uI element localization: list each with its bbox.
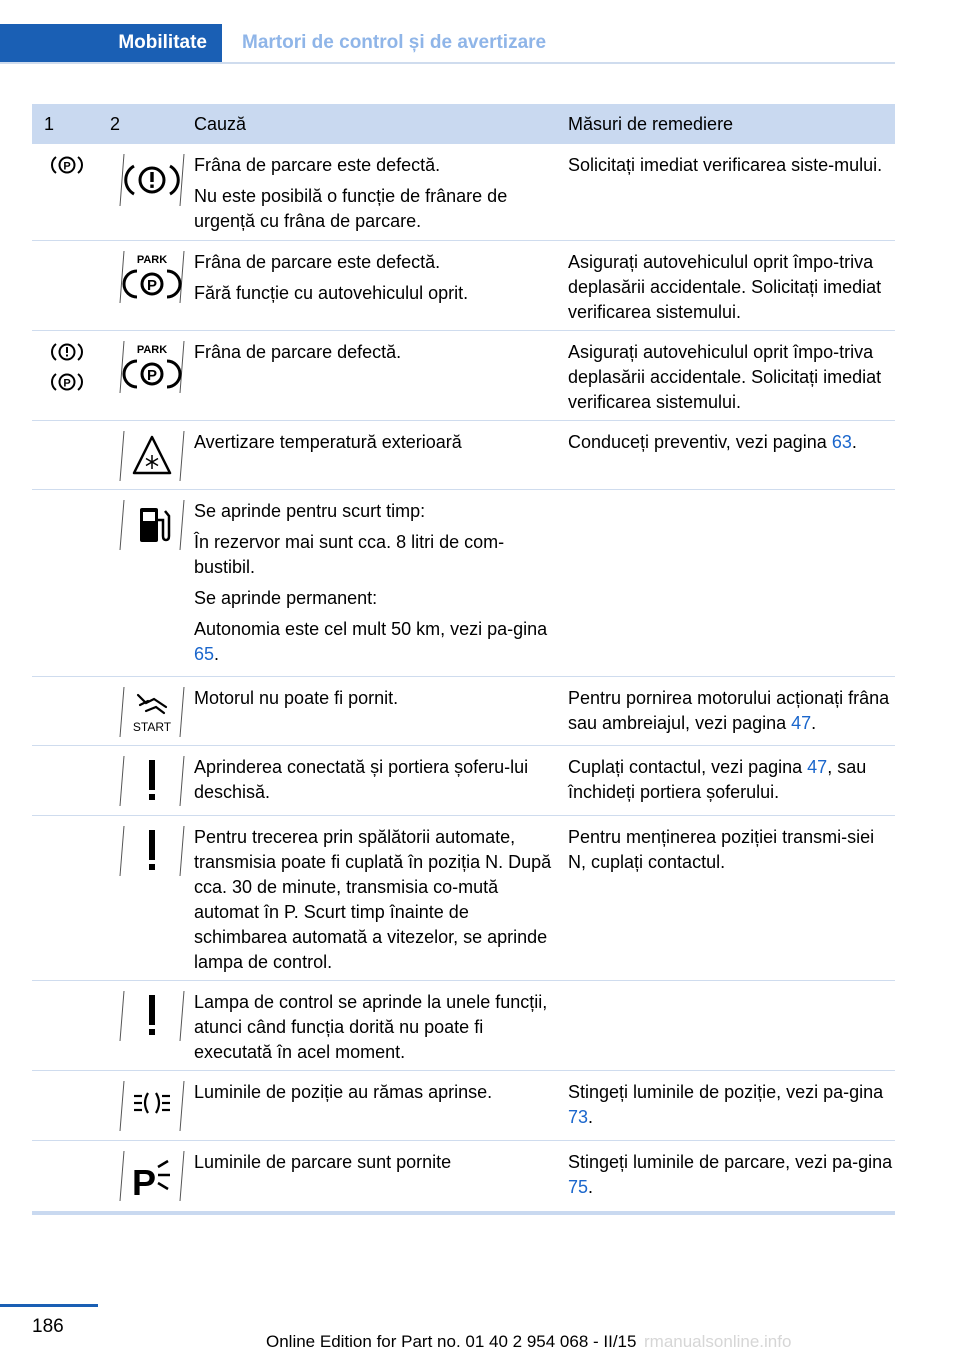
cause-text: Se aprinde pentru scurt timp: [194, 501, 426, 521]
page-link[interactable]: 65 [194, 644, 215, 664]
park-label: PARK [136, 254, 168, 266]
edition-text: Online Edition for Part no. 01 40 2 954 068 - II/15 [266, 1332, 637, 1351]
remedy-text: Stingeți luminile de parcare, vezi pa-gina 75. [568, 1152, 893, 1197]
park-label: PARK [136, 344, 168, 356]
svg-text:P: P [63, 160, 71, 173]
table-row [32, 144, 895, 241]
exclamation-icon [116, 754, 188, 808]
remedy-text: Asigurați autovehiculul oprit împo-triva deplasării accidentale. Solicitați imediat verificarea sistemului. [568, 252, 882, 322]
column-header-remedy: Măsuri de remediere [568, 113, 734, 134]
page-link[interactable]: 63 [831, 432, 852, 452]
cause-text: Luminile de parcare sunt pornite [194, 1152, 452, 1172]
svg-text:P: P [132, 1162, 157, 1203]
cause-text: Pentru trecerea prin spălătorii automate, transmisia poate fi cuplată în poziția N. După cca. 30 de minute, transmisia co-mută automat în P. Scurt timp înainte de schimbarea automată a vitezelor, se aprinde lampa de control. [194, 827, 552, 972]
table-row [32, 816, 895, 981]
footer-rule [0, 1304, 98, 1307]
remedy-text: Cuplați contactul, vezi pagina 47, sau închideți portiera șoferului. [568, 757, 867, 802]
cause-text: Frâna de parcare defectă. [194, 342, 402, 362]
page-link[interactable]: 73 [568, 1107, 589, 1127]
park-brake-icon [116, 249, 188, 305]
brake-fault-icon [116, 152, 188, 208]
brake-warning-icon [50, 154, 84, 176]
position-lights-icon [116, 1079, 188, 1133]
cause-text: În rezervor mai sunt cca. 8 litri de com-bustibil. [194, 532, 505, 577]
cause-text: Frâna de parcare este defectă. [194, 155, 441, 175]
table-row [32, 331, 895, 421]
remedy-text: Asigurați autovehiculul oprit împo-triva deplasării accidentale. Solicitați imediat verificarea sistemului. [568, 342, 882, 412]
page-link[interactable]: 47 [807, 757, 828, 777]
cause-text: Lampa de control se aprinde la unele funcții, atunci când funcția dorită nu poate fi executată în acel moment. [194, 992, 548, 1062]
park-brake-icon [116, 339, 188, 395]
exclamation-icon [116, 989, 188, 1043]
warning-lights-table [32, 104, 895, 1215]
exclamation-icon [116, 824, 188, 878]
page-number: 186 [32, 1316, 64, 1337]
cause-text: Luminile de poziție au rămas aprinse. [194, 1082, 493, 1102]
page-link[interactable]: 75 [568, 1177, 589, 1197]
cause-text: Motorul nu poate fi pornit. [194, 688, 399, 708]
brake-fault-small-icon [50, 341, 84, 363]
table-row [32, 490, 895, 677]
cause-text: Aprinderea conectată și portiera șoferu-lui deschisă. [194, 757, 529, 802]
remedy-text: Stingeți luminile de poziție, vezi pa-gina 73. [568, 1082, 884, 1127]
remedy-text: Pentru pornirea motorului acționați frâna sau ambreiajul, vezi pagina 47. [568, 688, 890, 733]
table-row [32, 241, 895, 331]
start-label: START [132, 720, 172, 734]
table-row [32, 746, 895, 816]
remedy-text: Conduceți preventiv, vezi pagina 63. [568, 432, 857, 452]
cause-text: Nu este posibilă o funcție de frânare de urgență cu frâna de parcare. [194, 186, 508, 231]
table-row [32, 1141, 895, 1215]
remedy-text: Pentru menținerea poziției transmi-siei N, cuplați contactul. [568, 827, 875, 872]
brake-warning-icon [50, 371, 84, 393]
cause-text: Avertizare temperatură exterioară [194, 432, 462, 452]
column-header-1: 1 [44, 113, 55, 134]
svg-text:P: P [146, 367, 158, 384]
section-tab[interactable]: Mobilitate [0, 24, 222, 62]
page-link[interactable]: 47 [791, 713, 812, 733]
chapter-title[interactable]: Martori de control și de avertizare [242, 32, 547, 53]
page-header [0, 24, 895, 64]
table-row [32, 677, 895, 746]
svg-text:P: P [146, 277, 158, 294]
parking-lights-icon [116, 1149, 188, 1203]
outside-temperature-icon [116, 429, 188, 483]
svg-text:P: P [63, 377, 71, 390]
cause-text: Frâna de parcare este defectă. [194, 252, 441, 272]
table-row [32, 981, 895, 1071]
cause-text: Se aprinde permanent: [194, 588, 378, 608]
cause-text: Fără funcție cu autovehiculul oprit. [194, 283, 469, 303]
column-header-2: 2 [110, 113, 121, 134]
remedy-text: Solicitați imediat verificarea siste-mului. [568, 155, 883, 175]
table-row [32, 1071, 895, 1141]
table-header [32, 104, 895, 144]
start-engine-icon [116, 685, 188, 739]
cause-text: Autonomia este cel mult 50 km, vezi pa-gina 65. [194, 619, 548, 664]
column-header-cause: Cauză [194, 113, 247, 134]
watermark: rmanualsonline.info [644, 1332, 792, 1351]
fuel-pump-icon [116, 498, 188, 552]
table-row [32, 421, 895, 490]
